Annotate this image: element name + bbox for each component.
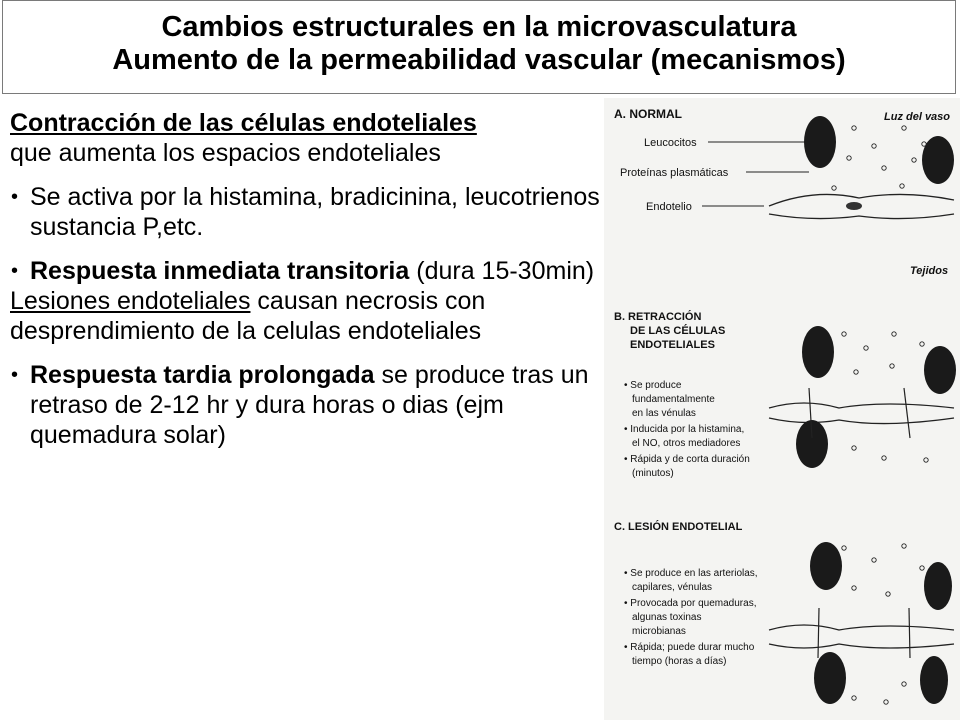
label-leucocitos: Leucocitos [644, 137, 697, 149]
section1-heading [10, 108, 610, 168]
label-proteinas: Proteínas plasmáticas [620, 167, 729, 179]
panel-c-note: tiempo (horas a días) [632, 656, 727, 667]
panel-b-note: fundamentalmente [632, 394, 715, 405]
label-endotelio: Endotelio [646, 201, 692, 213]
leukocyte-shape [924, 562, 952, 610]
panel-b-note: el NO, otros mediadores [632, 438, 741, 449]
section1-heading-rest: que aumenta los espacios endoteliales [10, 139, 441, 167]
bullet-dot-icon: • [11, 186, 19, 208]
bullet-dot-icon: • [11, 364, 19, 386]
panel-b-note: (minutos) [632, 468, 674, 479]
panel-c-note: • Rápida; puede durar mucho [624, 642, 755, 653]
panel-c-note: microbianas [632, 626, 686, 637]
bullet-text: (dura 15-30min) [409, 257, 595, 285]
leukocyte-shape [922, 136, 954, 184]
leukocyte-shape [920, 656, 948, 704]
bullet-text: se produce tras un retraso de 2-12 hr y dura horas o dias (ejm quemadura solar) [30, 361, 589, 449]
panel-c-note: algunas toxinas [632, 612, 702, 623]
leukocyte-shape [810, 542, 842, 590]
panel-c-note: • Provocada por quemaduras, [624, 598, 757, 609]
list-item [10, 182, 610, 242]
leukocyte-shape [802, 326, 834, 378]
panel-c-note: • Se produce en las arteriolas, [624, 568, 758, 579]
leukocyte-shape [796, 420, 828, 468]
title-box [2, 0, 956, 94]
bullet-text: Se activa por la histamina, bradicinina, leucotrienos sustancia P,etc. [30, 183, 600, 241]
panel-c-title: C. LESIÓN ENDOTELIAL [614, 521, 743, 533]
nucleus-shape [846, 202, 862, 210]
panel-b-note: en las vénulas [632, 408, 696, 419]
title-line-1: Cambios estructurales en la microvasculatura [161, 11, 797, 43]
title-line-2: Aumento de la permeabilidad vascular (mecanismos) [112, 44, 846, 76]
panel-b-note: • Se produce [624, 380, 682, 391]
panel-b-note: • Rápida y de corta duración [624, 454, 750, 465]
section2-heading-rest: causan necrosis con desprendimiento de la celulas endoteliales [10, 287, 486, 345]
left-text-column [10, 108, 610, 450]
section1-bullets [10, 182, 610, 286]
section1-heading-title: Contracción de las células endoteliales [10, 109, 477, 137]
vascular-permeability-figure [604, 98, 960, 720]
panel-b-title: DE LAS CÉLULAS [630, 325, 726, 337]
panel-c-note: capilares, vénulas [632, 582, 713, 593]
bullet-bold-text: Respuesta inmediata transitoria [30, 257, 410, 285]
bullet-bold-text: Respuesta tardia prolongada [30, 361, 375, 389]
leukocyte-shape [804, 116, 836, 168]
list-item [10, 256, 610, 286]
list-item [10, 360, 610, 450]
section2-bullets [10, 360, 610, 450]
bullet-dot-icon: • [11, 260, 19, 282]
leukocyte-shape [924, 346, 956, 394]
panel-b-title: ENDOTELIALES [630, 339, 715, 351]
section2-heading [10, 286, 610, 346]
panel-a-title: A. NORMAL [614, 107, 682, 121]
panel-b-note: • Inducida por la histamina, [624, 424, 745, 435]
section2-heading-title: Lesiones endoteliales [10, 287, 251, 315]
label-luz-del-vaso: Luz del vaso [884, 111, 951, 123]
panel-b-title: B. RETRACCIÓN [614, 311, 702, 323]
label-tejidos: Tejidos [910, 265, 949, 277]
leukocyte-shape [814, 652, 846, 704]
